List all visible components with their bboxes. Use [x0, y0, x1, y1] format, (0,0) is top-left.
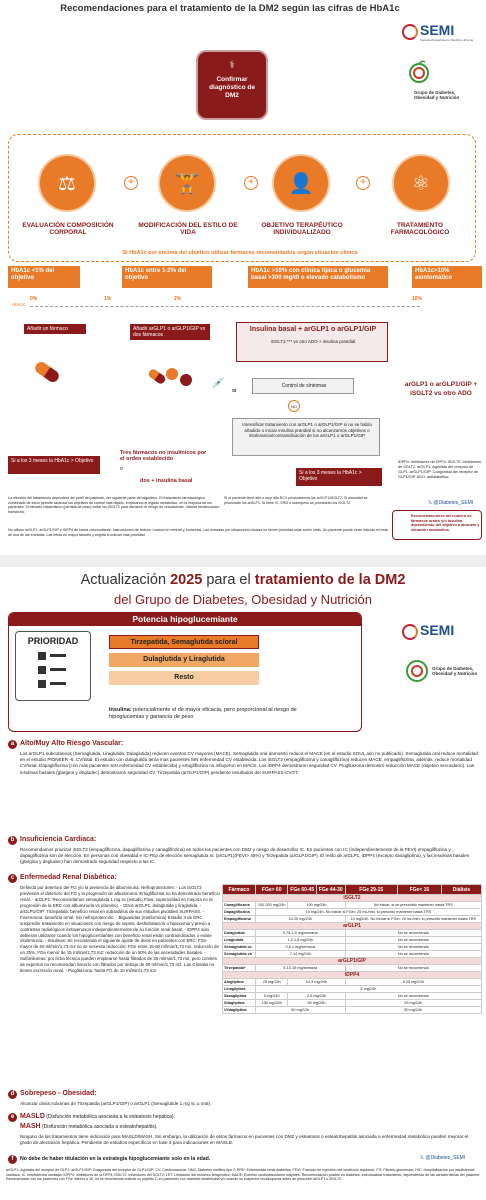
table-drug-cell: Empagliflozina — [223, 916, 256, 923]
table-header-cell: FGe< 15 — [397, 885, 441, 895]
table-row — [223, 979, 482, 986]
hba-scale-line — [30, 306, 420, 307]
footer-abbrev: arGLP1: Agonista del receptor de GLP1; arGLP1/GIP: Coagonista del receptor de GLP1/GIP; CV: Cardiovascular; DM2: Diabetes mellitus tipo 2; ERD: Enfermedad renal diabética; FEVI: Fracción de eyección del ventrículo izquierdo. FG: Filtrado glomerular; HIC: Hospitalización por insuficiencia cardiaca; IC: Insuficiencia cardiaca; iDPP4: Inhibidores de la DPP4; iSGLT2: Inhibidores del SGLT2; LET: Limitación del esfuerzo terapéutico; MACE: Eventos cardiovasculares mayores. Recomendación posible en diabetes, individualizar tratamiento, dependiendo de las características del paciente. Recomendado con los pacientes con FGe inferior a 30, no se recomienda realizar un péptido C en pacientes con diabetes establecida y/o cuando se sospeche insulinopenia antes de prescribir arGLP1 o iSGLT2. — [6, 1168, 481, 1182]
table-row — [223, 1007, 482, 1014]
step-title-4: TRATAMIENTO FARMACOLÓGICO — [390, 222, 450, 237]
semi-logo-text: SEMI — [420, 22, 455, 38]
table-cell: No se recomienda — [345, 993, 481, 1000]
table-header-cell: Fármaco — [223, 885, 256, 895]
objective-circle — [272, 154, 330, 212]
section-d-text: Alcanzar dosis máximas de Tirzepatida (arGLP1/GIP) o arGLP1 (Semaglutide 1 mg sc u oral). — [20, 1101, 212, 1106]
step-title-3: OBJETIVO TERAPÉUTICO INDIVIDUALIZADO — [261, 222, 343, 237]
table-header-cell: Diálisis — [441, 885, 481, 895]
priority-list-icon — [32, 650, 72, 694]
table-cell: 50 mg/24h — [345, 1007, 481, 1014]
notes-bottom: No utilizar arGLP1, arGLP1/GIP e iDPP4 de forma concomitante. Instrucciones de lectura: Lectura en vertical y horizontal. Las entradas por situaciones clínicas no tienen prioridad unas sobre otras. Un paciente puede estar incluido en más de una de las entradas. Las letras en mayor tamaño y negrita si indican mas prioridad. — [8, 528, 388, 537]
table-cell: 100 mg/24h — [255, 1000, 288, 1007]
section-a-badge: a — [8, 740, 17, 749]
table-cell: 0,75-1,5 mg/semana — [255, 930, 345, 937]
prioridad-label: PRIORIDAD — [27, 636, 79, 646]
semi-logo-bottom-text: SEMI — [420, 622, 455, 638]
section-d-title: Sobrepeso - Obesidad: — [20, 1090, 97, 1097]
table-drug-cell: Linagliptina — [223, 986, 256, 993]
confirm-diagnosis-box — [196, 50, 268, 120]
bottom-title-line2: del Grupo de Diabetes, Obesidad y Nutrición — [114, 592, 372, 607]
scale-tick-3: 10% — [412, 296, 423, 302]
x-handle-bottom: 𝕏 @Diabetes_SEMI — [420, 1155, 466, 1161]
table-group-row — [223, 895, 482, 902]
table-cell: 5 mg/24h — [255, 986, 481, 993]
semi-logo — [402, 20, 482, 50]
table-cell: 10 mg/24h. No iniciar si FGe< 20 mL/min, si prescrito mantener hasta TRS — [345, 916, 481, 923]
lifestyle-circle — [158, 154, 216, 212]
insulin-sub: iSGLT2 *** vs otro ADO + insulina prandial — [270, 339, 356, 344]
tier-1: Tirzepatida, Semaglutida sc/oral — [109, 635, 259, 649]
table-cell: 5-10-15 mg/semana — [255, 965, 345, 972]
section-f-badge: f — [8, 1155, 17, 1164]
molecule-icon: ⚛ — [412, 173, 430, 195]
pill-icon-1 — [33, 360, 61, 385]
scale-icon: ⚖ — [58, 173, 76, 195]
table-drug-cell: Tirzepatida* — [223, 965, 256, 972]
table-cell: 12,5 mg/24h — [288, 979, 345, 986]
table-cell: 0,5-1 mg/semana — [255, 944, 345, 951]
table-cell: 5 mg/24h — [255, 993, 288, 1000]
table-group-label: arGLP1/GIP — [223, 958, 482, 965]
section-d-badge: d — [8, 1090, 17, 1099]
table-cell: 10 mg/24h. No iniciar si FGe< 25 mL/min, si prescrito mantener hasta TRS — [255, 909, 481, 916]
hba-box-2: HbA1c entre 1-2% del objetivo — [122, 266, 212, 288]
three-months-1: Si a los 3 meses la HbA1c > Objetivo — [8, 456, 100, 474]
table-drug-cell: Alogliptina — [223, 979, 256, 986]
insulina-note: Insulina: potencialmente el de mayor eficacia, pero proporcional al riesgo de hipoglucemias y ganancia de peso — [109, 707, 297, 721]
table-drug-cell: Liraglutida — [223, 937, 256, 944]
bottom-title-line1: Actualización 2025 para el tratamiento de la DM2 — [80, 572, 406, 588]
table-cell: No se recomienda — [345, 930, 481, 937]
scale-tick-2: 2% — [174, 296, 182, 302]
x-handle-top: 𝕏 @Diabetes_SEMI — [428, 500, 474, 506]
section-c-title: Enfermedad Renal Diabética: — [20, 874, 117, 881]
notes-left: La elección del tratamiento dependerá del perfil del paciente, ver siguiente parte del algoritmo. El tratamiento farmacológico combinado de inicio permite alcanzar los objetivos de control más rápido, empleando el legado metabólico, en la mayoría de los pacientes. Si elevado catabolismo (pérdida de peso) evitar los iSGLT2 para disminuir el riesgo de cetoacidosis. Valorar insulinización transitoria. — [8, 496, 220, 515]
table-cell: 100 mg/24h — [288, 902, 345, 909]
table-drug-cell: Dapagliflozina — [223, 909, 256, 916]
pharma-circle — [392, 154, 450, 212]
group-logo-text: Grupo de Diabetes, Obesidad y Nutrición — [414, 90, 460, 100]
table-header-cell: FGe 44-30 — [316, 885, 345, 895]
asymp-text: arGLP1 o arGLP1/GIP + iSGLT2 vs otro ADO — [404, 381, 478, 398]
group-logo — [408, 60, 482, 106]
tier-3: Resto — [109, 671, 259, 685]
intensify-box — [232, 418, 380, 456]
table-drug-cell: Dulaglutida — [223, 930, 256, 937]
section-a-title: Alto/Muy Alto Riesgo Vascular: — [20, 740, 124, 747]
table-group-label: arGLP1 — [223, 923, 482, 930]
section-c-text: Definida por deterioro del FG y/o la presencia de albuminuria. Nefroprotectores: - Los iSGLT2 previenen el deterioro del FG y la progresión de albuminuria. Ertugliflozina no ha demostrado beneficio renal. - arGLP1: Recomendamos semaglutida 1 mg sc (estudio Flow: superioridad en mejoría en la progresión de la ERC con albuminuria vs placebo). - Otros arGLP1: dulaglutida y liraglutida. - arGLP1/GIP: Tirzepatida: beneficio renal en subanálisis de sus estudios pivotales SURPASS. - Finerenona: beneficio renal. Sin nefroprotección. - Biguanidas (metformina) Estadio 3 de ERC suspender tratamiento en situaciones con riesgo de sepsis, deshidratación o hipoxemia y previo a contrastes radiológicos intravenosos independientemente de su función renal basal. - iDPP4 solo debieran utilizarse cuando los hipoglucemiantes con beneficio renal están contraindicados o existe intolerancia. - Insulinas: Se recomienda el siguiente ajuste de dosis en pacientes con ERC: FGe mayor de 60 ml/min/1,73 m2 no se necesita reducción; FGe entre 15-60 ml/min/1,73 m2, reducción de un 25%; FGe menor de 15 ml/min/1,73 m2: reducción de un 50% de las necesidades basales. - Sulfonilureas: por ficha técnica pueden emplearse hasta filtrados de 30 ml/min/1,73 m2, pero comités de expertos no recomiendan hacerlo con filtrados por debajo de 50 ml/min/1,73 m2. Las Glinidas no tienen excreción renal. - Pioglitazona: hasta FG de 10 ml/min/1,73 m2. — [20, 885, 220, 974]
no-circle: NO — [288, 400, 300, 412]
step-title-1: EVALUACIÓN COMPOSICIÓN CORPORAL — [22, 222, 114, 237]
section-e-badge: e — [8, 1113, 17, 1122]
tier-2: Dulaglutida y Liraglutida — [109, 653, 259, 667]
table-group-row — [223, 923, 482, 930]
table-header-cell: FGe> 60 — [255, 885, 288, 895]
pill-icon-3 — [166, 368, 178, 380]
prioridad-box — [15, 631, 91, 701]
table-header-cell: FGe 60-45 — [288, 885, 317, 895]
table-group-row — [223, 972, 482, 979]
section-c-badge: c — [8, 874, 17, 883]
table-cell: No se recomienda — [345, 965, 481, 972]
table-cell: 6,25 mg/24h — [345, 979, 481, 986]
table-drug-cell: Semaglutida sc — [223, 944, 256, 951]
scale-tick-1: 1% — [104, 296, 112, 302]
asymp-box — [398, 380, 484, 420]
hba-box-1: HbA1c <1% del objetivo — [8, 266, 80, 288]
table-cell: 7-14 mg/24h — [255, 951, 345, 958]
intensify-text: Intensificar tratamiento con arGLP1 o arGLP1/GIP si no se había añadido o iniciar insulina prandial si no alcanzamos objetivos o intolerancia/contraindicación de los arGLP1 o arGLP1/GIP — [242, 422, 372, 439]
table-drug-cell: Saxagliptina — [223, 993, 256, 1000]
table-drug-cell: Sitagliptina — [223, 1000, 256, 1007]
table-group-row — [223, 958, 482, 965]
table-drug-cell: Canagliflozina — [223, 902, 256, 909]
pill-icon-2 — [147, 368, 167, 386]
apple-icon — [408, 60, 430, 84]
table-row — [223, 902, 482, 909]
control-text: Control de síntomas — [281, 383, 327, 389]
control-box — [252, 378, 354, 394]
table-cell: No se recomienda — [345, 951, 481, 958]
add-two-drugs: Añadir arGLP1 o arGLP1/GIP vs dos fármacos — [130, 324, 210, 340]
section-b-title: Insuficiencia Cardiaca: — [20, 836, 97, 843]
table-cell: 100-300 mg/24h — [255, 902, 288, 909]
rec-box — [392, 510, 482, 540]
table-cell: 50 mg/12h — [255, 1007, 345, 1014]
plus-icon-1: + — [124, 176, 138, 190]
table-row — [223, 909, 482, 916]
table-cell: No se recomienda — [345, 937, 481, 944]
abbrev-block: iDPP4: Inhibidores de DPP4. iSGLT2: Inhibidores de SGLT2. arGLP1: Agonista del receptor de GLP1. arGLP1/GIP: Coagonista del receptor de GLP1/GIP. ADO: antidiabético. — [398, 460, 482, 479]
table-row — [223, 930, 482, 937]
apple-icon-bottom — [404, 656, 430, 684]
exercise-icon: 🏋 — [174, 173, 200, 195]
table-cell: No se recomienda — [345, 944, 481, 951]
top-infographic — [0, 0, 486, 545]
semi-logo-sub: Sociedad Española de Medicina Interna — [420, 38, 474, 42]
insulin-box — [236, 322, 388, 362]
or-text: o — [120, 466, 123, 472]
section-b-text: Recomendamos priorizar iSGLT2 (empagliflozina, dapagliflozina y canagliflozina) en todos los pacientes con DM2 y riesgo de desarrollar IC. En pacientes con IC (independientemente de la FEVI) empagliflozina y dapagliflozina son de elección. En personas con obesidad e IC-FEp de elección semaglutida sc (arGLP1)(FEVI> 45%) y Tirzepatida (arGLP1/GIP). El resto de arGLP1, iDPP4 (excepto saxagliptina), y las insulinas basales (glargina y degludec) han demostrado seguridad respecto a las IC. — [20, 847, 470, 865]
group-logo-bottom-text: Grupo de Diabetes, Obesidad y Nutrición — [432, 666, 478, 676]
table-row — [223, 944, 482, 951]
hba-box-4: HbA1c>10% asintomático — [412, 266, 482, 288]
insulin-title: Insulina basal + arGLP1 o arGLP1/GIP — [249, 326, 377, 333]
plus-icon-2: + — [244, 176, 258, 190]
scale-tick-0: 0% — [30, 296, 38, 302]
table-row — [223, 993, 482, 1000]
section-e-title2: MASH (Disfunción metabólica asociada a esteatohepatitis). — [20, 1123, 158, 1130]
si-note: Si HbA1c por encima del objetivo utilizar fármacos recomendados según situación clínica — [122, 250, 358, 256]
three-months-2: Si a los 3 meses la HbA1c > Objetivo — [296, 468, 382, 486]
potencia-box — [8, 612, 362, 732]
confirm-icon: ⚕ — [229, 60, 235, 71]
table-cell: No iniciar, si se prescribió mantener hasta TRS — [345, 902, 481, 909]
top-title: Recomendaciones para el tratamiento de la DM2 según las cifras de HbA1c — [60, 3, 400, 14]
semi-logo-bottom — [402, 620, 482, 650]
table-drug-cell: Vildagliptina — [223, 1007, 256, 1014]
table-group-label: iDPP4 — [223, 972, 482, 979]
potencia-header: Potencia hipoglucemiante — [9, 613, 361, 626]
table-row — [223, 916, 482, 923]
section-a-text: Los arGLP1 subcutáneos (Semaglutida, Liraglutida, Dulaglutida) reducen eventos CV mayores (MACE). Semaglutida oral demostró reducir el MACE (en el estudio SOUL aún no publicado). Semaglutida oral reduce mortalidad en el estudio PIONEER -6. CV/total. El estudio con dulaglutida tenía mas pacientes SIN enfermedad CV establecida. Los iSGLT2 (empagliflozina y canagliflozina) reducen MACE, empagliflozina, además, reduce mortalidad CV/total. Dapagliflozina (con más pacientes SIN enfermedad CV establecida) y ertugliflozina no influyeron en MACE. Los iDPP4 demostraron seguridad CV. Pioglitazona demostró reducción MACE (objetivo secundario). Las insulinas basales (glargina y degludec) demostraron seguridad CV. Tirzepatida (arGLP1/GIP) pendiente resultados del SURPASS-CVOT. — [20, 751, 478, 775]
table-row — [223, 951, 482, 958]
confirm-text: Confirmar diagnóstico de DM2 — [209, 76, 255, 99]
person-icon: 👤 — [288, 173, 314, 195]
section-b-badge: b — [8, 836, 17, 845]
syringe-icon: 💉 — [212, 378, 225, 389]
group-logo-bottom — [404, 656, 484, 712]
table-cell: 2,5 mg/24h — [288, 993, 345, 1000]
section-f-text: No debe de haber titulación en la estrategia hipoglucemiante solo en la edad. — [20, 1156, 211, 1162]
table-cell: 25 mg/24h — [255, 979, 288, 986]
add-one-drug: Añadir un fármaco — [24, 324, 86, 334]
section-e-text: Ninguno de los tratamientos tiene indicación para MASLD/MASH. Sin embargo, la utilización de estos fármacos en pacientes con DM2 y esteatosis o esteatohepatitis asociada a enfermedad metabólica pueden mejorar el grado de afectación hepática. Pendiente de estudios específicos en fase 3 para indicaciones en MASLD. — [20, 1134, 469, 1146]
body-composition-circle — [38, 154, 96, 212]
si-label: SÍ — [232, 388, 237, 393]
section-e-title: MASLD (Disfunción metabólica asociada a la esteatosis hepática). — [20, 1113, 175, 1120]
two-plus-ins: dos + insulina basal — [140, 478, 193, 484]
table-cell: 1,2-1,8 mg/24h — [255, 937, 345, 944]
table-cell: 25 mg/24h — [345, 1000, 481, 1007]
hba-box-3: HbA1c >10% con clínica típica o glucemia basal >300 mg/dl o elevado catabolismo — [248, 266, 388, 288]
table-group-label: iSGLT2 — [223, 895, 482, 902]
table-row — [223, 937, 482, 944]
notes-mid: Si el paciente tiene alto o muy alto RCV priorizaremos los arGLP1/iSGLT2. Si obesidad se priorizarán los arGLP1. Si tiene IC, ERD o sobrepeso se priorizarán los iSGLT2. — [224, 496, 368, 505]
pill-icon-4 — [180, 374, 192, 386]
table-row — [223, 965, 482, 972]
hba-scale-label: HbA1c — [12, 302, 26, 307]
table-row — [223, 986, 482, 993]
renal-table — [222, 884, 482, 1014]
table-cell: 10-25 mg/24h — [255, 916, 345, 923]
table-header-cell: FGe 29-15 — [345, 885, 397, 895]
plus-icon-3: + — [356, 176, 370, 190]
table-drug-cell: Semaglutida vo — [223, 951, 256, 958]
page-separator — [0, 555, 486, 567]
step-title-2: MODIFICACIÓN DEL ESTILO DE VIDA — [138, 222, 238, 237]
rec-text: Recomendaciones del número de fármacos orales y/o insulina dependiendo del objetivo a alcanzar y situación metabólica. — [411, 514, 480, 533]
three-drugs-text: Tres fármacos no insulínicos por el orden establecido — [120, 450, 207, 462]
table-row — [223, 1000, 482, 1007]
table-cell: 50 mg/24h — [288, 1000, 345, 1007]
